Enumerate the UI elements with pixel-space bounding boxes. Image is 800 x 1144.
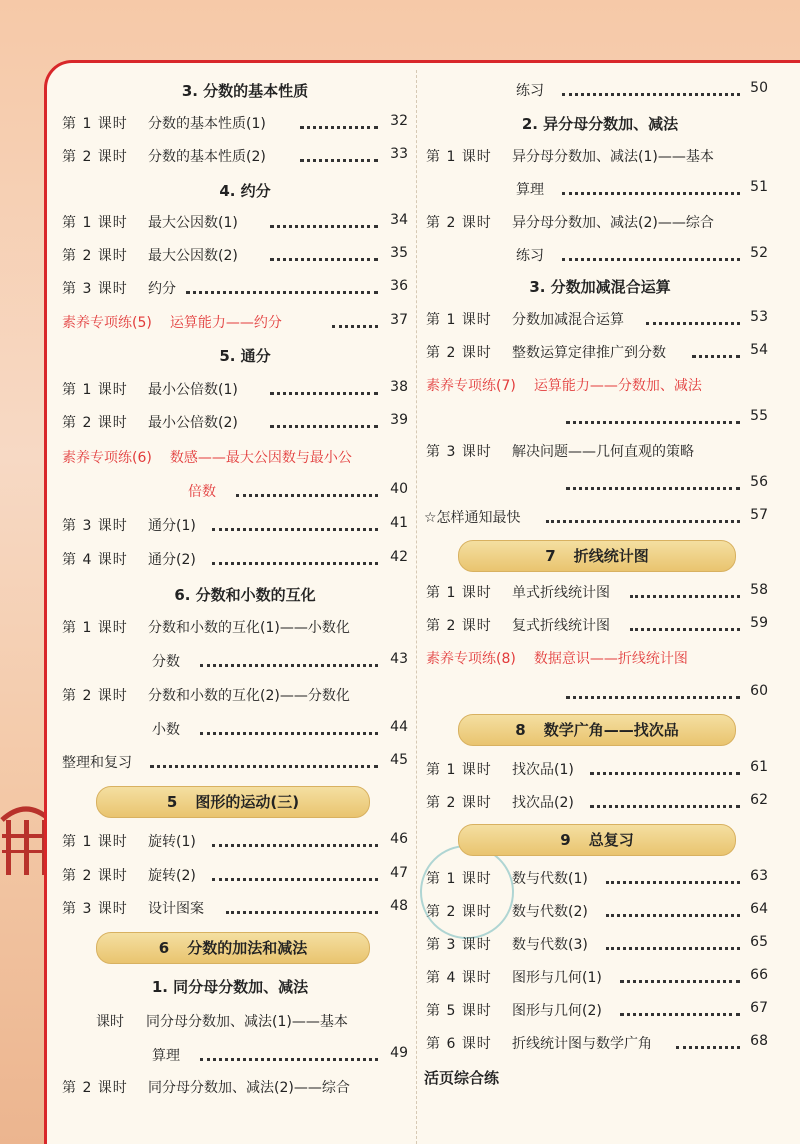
page-number: 40 xyxy=(390,481,408,497)
lesson-title-cont: 算理 xyxy=(152,1048,180,1064)
lesson-title-cont: 算理 xyxy=(516,182,544,198)
lesson-title-cont[interactable]: 练习 xyxy=(516,83,544,99)
dot-leader xyxy=(212,844,378,847)
lesson-title: 异分母分数加、减法(2)——综合 xyxy=(512,215,714,231)
page-number: 47 xyxy=(390,865,408,881)
dot-leader xyxy=(566,696,740,699)
lesson-title: 复式折线统计图 xyxy=(512,618,610,634)
toc-entry[interactable] xyxy=(62,113,266,133)
toc-entry[interactable] xyxy=(426,342,666,362)
toc-entry-practice[interactable] xyxy=(426,648,688,668)
page-number: 41 xyxy=(390,515,408,531)
dot-leader xyxy=(566,421,740,424)
page-number: 34 xyxy=(390,212,408,228)
dot-leader xyxy=(200,664,378,667)
dot-leader xyxy=(692,355,740,358)
dot-leader xyxy=(270,225,378,228)
dot-leader xyxy=(270,258,378,261)
practice-label: 素养专项练(6) xyxy=(62,450,152,466)
lesson-label: 第 4 课时 xyxy=(426,970,492,986)
unit-title: 分数的加法和减法 xyxy=(187,939,308,957)
dot-leader xyxy=(270,392,378,395)
page-number: 43 xyxy=(390,651,408,667)
lesson-title: 最大公因数(1) xyxy=(148,215,238,231)
section-title: 1. 同分母分数加、减法 xyxy=(151,978,309,996)
toc-entry[interactable] xyxy=(62,146,266,166)
toc-entry[interactable] xyxy=(96,1011,348,1031)
lesson-label: 第 2 课时 xyxy=(426,345,492,361)
lesson-label: 第 4 课时 xyxy=(62,552,128,568)
lesson-title: 旋转(2) xyxy=(148,868,196,884)
lesson-title: 同分母分数加、减法(2)——综合 xyxy=(148,1080,350,1096)
dot-leader xyxy=(150,765,378,768)
unit-banner[interactable] xyxy=(96,786,370,818)
lesson-label: 第 3 课时 xyxy=(62,901,128,917)
lesson-label: 第 2 课时 xyxy=(426,215,492,231)
lesson-label: 第 1 课时 xyxy=(62,382,128,398)
toc-entry[interactable] xyxy=(62,685,350,705)
lesson-label: 第 1 课时 xyxy=(62,834,128,850)
unit-title: 总复习 xyxy=(588,831,634,849)
toc-entry[interactable] xyxy=(62,278,176,298)
toc-entry[interactable] xyxy=(426,868,588,888)
page-number: 46 xyxy=(390,831,408,847)
toc-entry[interactable] xyxy=(426,934,588,954)
dot-leader xyxy=(606,881,740,884)
toc-entry[interactable] xyxy=(62,549,196,569)
toc-entry[interactable] xyxy=(426,582,610,602)
lesson-label: 第 5 课时 xyxy=(426,1003,492,1019)
page-number: 58 xyxy=(750,582,768,598)
dot-leader xyxy=(562,192,740,195)
lesson-title: 分数的基本性质(1) xyxy=(148,116,266,132)
lesson-label: 第 6 课时 xyxy=(426,1036,492,1052)
toc-entry[interactable] xyxy=(62,865,196,885)
toc-entry[interactable] xyxy=(426,901,588,921)
dot-leader xyxy=(212,562,378,565)
lesson-label: 课时 xyxy=(96,1014,124,1030)
lesson-label: 第 2 课时 xyxy=(62,1080,128,1096)
toc-entry[interactable] xyxy=(62,1077,350,1097)
lesson-title: 数与代数(2) xyxy=(512,904,588,920)
lesson-label: 第 2 课时 xyxy=(426,618,492,634)
toc-entry[interactable] xyxy=(62,245,238,265)
section-title[interactable]: 活页综合练 xyxy=(424,1069,500,1087)
lesson-title: 旋转(1) xyxy=(148,834,196,850)
section-title: 5. 通分 xyxy=(219,347,271,365)
lesson-label: 第 2 课时 xyxy=(62,415,128,431)
unit-number: 8 xyxy=(515,721,526,739)
toc-entry[interactable] xyxy=(426,309,624,329)
dot-leader xyxy=(620,1013,740,1016)
dot-leader xyxy=(200,732,378,735)
lesson-title: 找次品(2) xyxy=(512,795,574,811)
dot-leader xyxy=(270,425,378,428)
section-title: 3. 分数加减混合运算 xyxy=(529,278,671,296)
practice-title: 运算能力——约分 xyxy=(169,315,282,331)
dot-leader xyxy=(300,159,378,162)
toc-entry[interactable] xyxy=(424,507,521,527)
unit-title: 数学广角——找次品 xyxy=(543,721,679,739)
lesson-title-cont: 练习 xyxy=(516,248,544,264)
page-number: 54 xyxy=(750,342,768,358)
page-number: 57 xyxy=(750,507,768,523)
section-title: 6. 分数和小数的互化 xyxy=(174,586,316,604)
practice-title: 数据意识——折线统计图 xyxy=(533,651,688,667)
toc-entry-practice[interactable] xyxy=(62,447,352,467)
unit-number: 6 xyxy=(158,939,170,957)
unit-number: 7 xyxy=(545,547,556,565)
lesson-label: 第 2 课时 xyxy=(62,248,128,264)
dot-leader xyxy=(630,628,740,631)
toc-entry[interactable] xyxy=(426,759,574,779)
toc-entry[interactable] xyxy=(62,412,238,432)
page-number: 64 xyxy=(750,901,768,917)
dot-leader xyxy=(300,126,378,129)
dot-leader xyxy=(590,772,740,775)
lesson-label: 第 1 课时 xyxy=(426,312,492,328)
practice-title-cont: 倍数 xyxy=(188,484,216,500)
lesson-title: 图形与几何(1) xyxy=(512,970,602,986)
toc-entry[interactable] xyxy=(426,441,694,461)
practice-label: 素养专项练(5) xyxy=(62,315,152,331)
lesson-label: 第 1 课时 xyxy=(426,871,492,887)
section-title: 3. 分数的基本性质 xyxy=(181,82,309,100)
page-number: 52 xyxy=(750,245,768,261)
page-number: 35 xyxy=(390,245,408,261)
page-number: 39 xyxy=(390,412,408,428)
page-number: 60 xyxy=(750,683,768,699)
page-number: 56 xyxy=(750,474,768,490)
column-divider xyxy=(416,70,417,1144)
lesson-title: 分数和小数的互化(1)——小数化 xyxy=(148,620,350,636)
toc-entry-practice[interactable] xyxy=(62,312,282,332)
lesson-title: 解决问题——几何直观的策略 xyxy=(512,444,694,460)
lesson-title: 分数和小数的互化(2)——分数化 xyxy=(148,688,350,704)
lesson-title: 最小公倍数(2) xyxy=(148,415,238,431)
lesson-title: 最小公倍数(1) xyxy=(148,382,238,398)
page-number: 37 xyxy=(390,312,408,328)
page-number: 36 xyxy=(390,278,408,294)
lesson-label: 第 2 课时 xyxy=(62,868,128,884)
toc-entry[interactable] xyxy=(62,617,350,637)
lesson-title: 分数加减混合运算 xyxy=(512,312,624,328)
page-number: 61 xyxy=(750,759,768,775)
toc-entry[interactable] xyxy=(62,515,196,535)
lesson-title: 同分母分数加、减法(1)——基本 xyxy=(146,1014,348,1030)
dot-leader xyxy=(606,947,740,950)
lesson-label: 第 1 课时 xyxy=(62,116,128,132)
practice-title: 数感——最大公因数与最小公 xyxy=(169,450,352,466)
lesson-label: 第 1 课时 xyxy=(62,620,128,636)
dot-leader xyxy=(226,911,378,914)
dot-leader xyxy=(620,980,740,983)
toc-entry[interactable] xyxy=(426,146,714,166)
unit-banner[interactable] xyxy=(458,714,736,746)
dot-leader xyxy=(606,914,740,917)
lesson-title: 通分(1) xyxy=(148,518,196,534)
page-number: 53 xyxy=(750,309,768,325)
lesson-title: 最大公因数(2) xyxy=(148,248,238,264)
lesson-title: 整数运算定律推广到分数 xyxy=(512,345,666,361)
page-number: 62 xyxy=(750,792,768,808)
page-number: 66 xyxy=(750,967,768,983)
page-number: 33 xyxy=(390,146,408,162)
practice-label: 素养专项练(8) xyxy=(426,651,516,667)
dot-leader xyxy=(590,805,740,808)
lesson-label: 第 2 课时 xyxy=(426,904,492,920)
unit-banner[interactable] xyxy=(458,540,736,572)
lesson-label: 第 3 课时 xyxy=(426,444,492,460)
lesson-title-cont: 分数 xyxy=(152,654,180,670)
lesson-label: 第 2 课时 xyxy=(62,149,128,165)
dot-leader xyxy=(212,528,378,531)
toc-entry[interactable] xyxy=(62,379,238,399)
lesson-label: 第 1 课时 xyxy=(62,215,128,231)
page-number: 51 xyxy=(750,179,768,195)
page-number: 49 xyxy=(390,1045,408,1061)
practice-title: 运算能力——分数加、减法 xyxy=(533,378,702,394)
lesson-title: 数与代数(3) xyxy=(512,937,588,953)
toc-entry[interactable] xyxy=(426,792,574,812)
dot-leader xyxy=(566,487,740,490)
toc-entry[interactable] xyxy=(62,898,204,918)
dot-leader xyxy=(630,595,740,598)
lesson-title: ☆怎样通知最快 xyxy=(424,510,521,526)
page-number: 45 xyxy=(390,752,408,768)
lesson-title: 异分母分数加、减法(1)——基本 xyxy=(512,149,714,165)
watermark-stamp xyxy=(420,845,514,939)
unit-banner[interactable] xyxy=(96,932,370,964)
toc-entry[interactable] xyxy=(426,615,610,635)
unit-number: 9 xyxy=(560,831,571,849)
page-number: 48 xyxy=(390,898,408,914)
dot-leader xyxy=(562,258,740,261)
lesson-label: 第 1 课时 xyxy=(426,585,492,601)
dot-leader xyxy=(212,878,378,881)
dot-leader xyxy=(332,325,378,328)
lesson-title: 找次品(1) xyxy=(512,762,574,778)
lesson-title: 通分(2) xyxy=(148,552,196,568)
dot-leader xyxy=(200,1058,378,1061)
toc-entry[interactable] xyxy=(426,967,602,987)
toc-entry[interactable] xyxy=(426,1033,652,1053)
lesson-label: 第 2 课时 xyxy=(62,688,128,704)
lesson-title: 设计图案 xyxy=(148,901,204,917)
toc-entry[interactable] xyxy=(62,212,238,232)
unit-title: 折线统计图 xyxy=(573,547,649,565)
unit-number: 5 xyxy=(166,793,178,811)
page-number: 38 xyxy=(390,379,408,395)
practice-label: 素养专项练(7) xyxy=(426,378,516,394)
unit-title: 图形的运动(三) xyxy=(195,793,300,811)
toc-entry[interactable] xyxy=(426,1000,602,1020)
lesson-title: 单式折线统计图 xyxy=(512,585,610,601)
dot-leader xyxy=(546,520,740,523)
lesson-label: 第 1 课时 xyxy=(426,149,492,165)
page-number: 32 xyxy=(390,113,408,129)
page-number: 63 xyxy=(750,868,768,884)
toc-entry[interactable] xyxy=(62,831,196,851)
section-title: 4. 约分 xyxy=(219,182,271,200)
dot-leader xyxy=(646,322,740,325)
lesson-label: 第 3 课时 xyxy=(62,518,128,534)
dot-leader xyxy=(676,1046,740,1049)
lesson-title: 分数的基本性质(2) xyxy=(148,149,266,165)
lesson-label: 第 3 课时 xyxy=(62,281,128,297)
lesson-label: 第 2 课时 xyxy=(426,795,492,811)
page-number: 55 xyxy=(750,408,768,424)
toc-entry-practice[interactable] xyxy=(426,375,702,395)
page-number: 50 xyxy=(750,80,768,96)
toc-entry[interactable] xyxy=(426,212,714,232)
page-number: 67 xyxy=(750,1000,768,1016)
lesson-title: 约分 xyxy=(148,281,176,297)
page-number: 44 xyxy=(390,719,408,735)
toc-entry[interactable] xyxy=(62,752,132,772)
lesson-title: 图形与几何(2) xyxy=(512,1003,602,1019)
page-number: 65 xyxy=(750,934,768,950)
lesson-title: 数与代数(1) xyxy=(512,871,588,887)
lesson-label: 第 1 课时 xyxy=(426,762,492,778)
section-title: 2. 异分母分数加、减法 xyxy=(521,115,679,133)
lesson-title: 折线统计图与数学广角 xyxy=(512,1036,652,1052)
unit-banner[interactable] xyxy=(458,824,736,856)
dot-leader xyxy=(236,494,378,497)
page-number: 42 xyxy=(390,549,408,565)
page-number: 68 xyxy=(750,1033,768,1049)
lesson-label: 第 3 课时 xyxy=(426,937,492,953)
lesson-title: 整理和复习 xyxy=(62,755,132,771)
lesson-title-cont: 小数 xyxy=(152,722,180,738)
page-number: 59 xyxy=(750,615,768,631)
dot-leader xyxy=(186,291,378,294)
dot-leader xyxy=(562,93,740,96)
